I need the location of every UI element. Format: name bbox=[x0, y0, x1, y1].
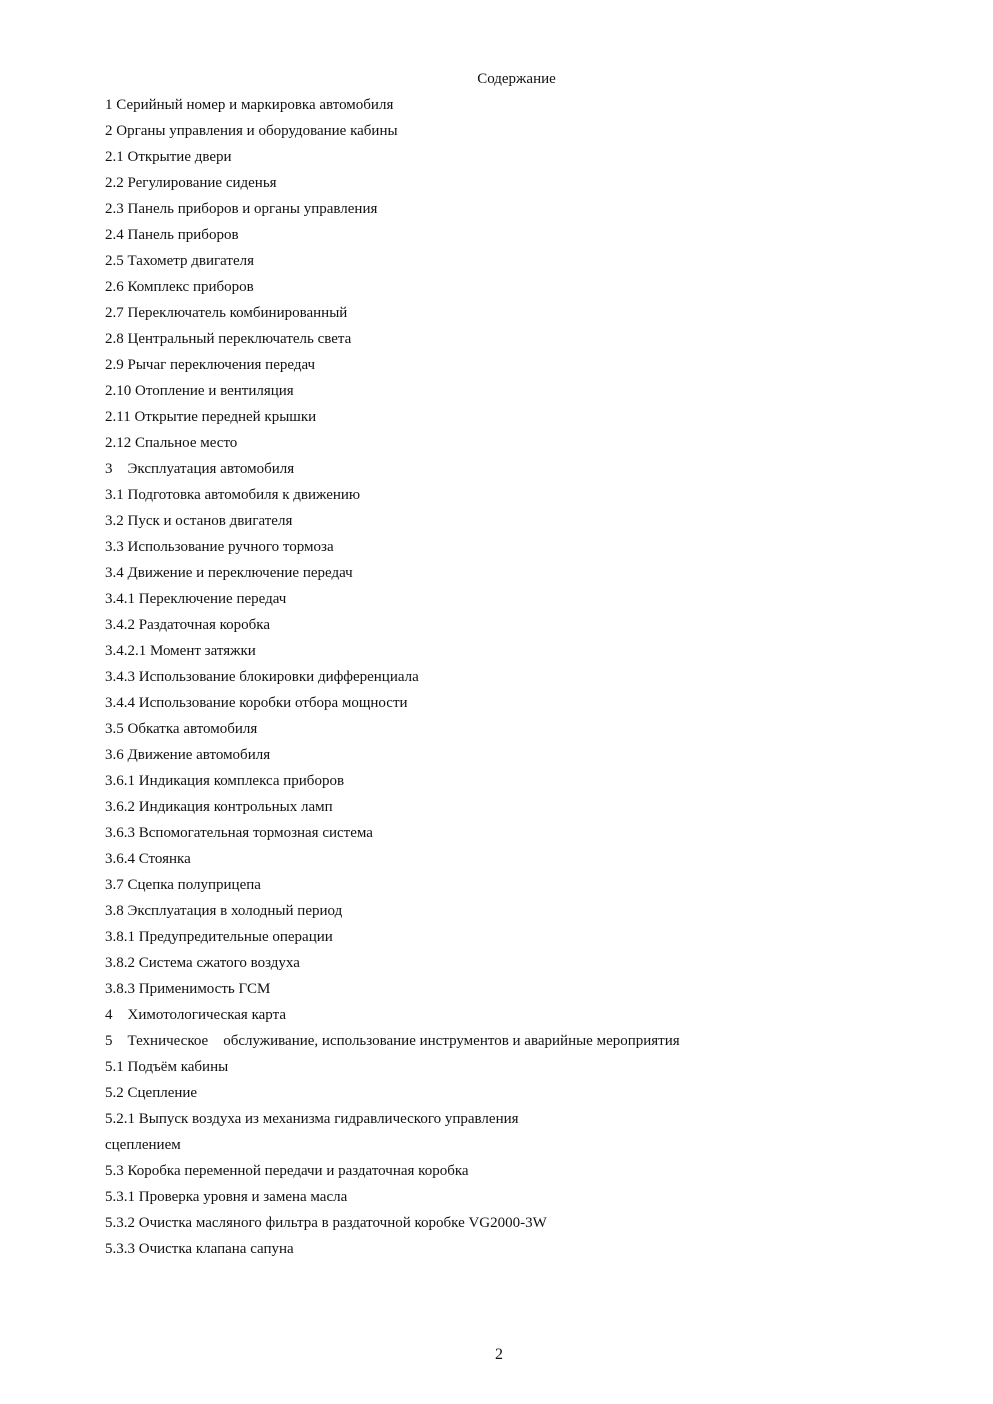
toc-entry: 5.1 Подъём кабины bbox=[105, 1059, 229, 1075]
toc-entry: 3.4.4 Использование коробки отбора мощности bbox=[105, 695, 408, 711]
toc-entry: 4 Химотологическая карта bbox=[105, 1007, 286, 1023]
toc-entry: 3.8 Эксплуатация в холодный период bbox=[105, 903, 343, 919]
toc-entry: 3.6.1 Индикация комплекса приборов bbox=[105, 773, 345, 789]
toc-entry: 3.6.4 Стоянка bbox=[105, 851, 191, 867]
toc-entry: 3.4.3 Использование блокировки дифференциала bbox=[105, 669, 419, 685]
toc-entry: 2.12 Спальное место bbox=[105, 435, 238, 451]
toc-entry: 1 Серийный номер и маркировка автомобиля bbox=[105, 97, 394, 113]
page-title: Содержание bbox=[477, 71, 556, 87]
toc-entry: 2.4 Панель приборов bbox=[105, 227, 239, 243]
toc-entry: 3 Эксплуатация автомобиля bbox=[105, 461, 295, 477]
toc-entry: 2.3 Панель приборов и органы управления bbox=[105, 201, 378, 217]
toc-entry: 3.4 Движение и переключение передач bbox=[105, 565, 353, 581]
toc-entry: 3.6.3 Вспомогательная тормозная система bbox=[105, 825, 373, 841]
toc-entry: 3.3 Использование ручного тормоза bbox=[105, 539, 334, 555]
table-of-contents bbox=[105, 95, 925, 1265]
toc-entry: 3.1 Подготовка автомобиля к движению bbox=[105, 487, 361, 503]
toc-entry: 3.8.1 Предупредительные операции bbox=[105, 929, 333, 945]
toc-entry: 5.3 Коробка переменной передачи и раздаточная коробка bbox=[105, 1163, 469, 1179]
toc-entry: 3.8.2 Система сжатого воздуха bbox=[105, 955, 300, 971]
toc-entry: 5.2 Сцепление bbox=[105, 1085, 198, 1101]
toc-entry: 3.6 Движение автомобиля bbox=[105, 747, 271, 763]
toc-entry: 5.2.1 Выпуск воздуха из механизма гидравлического управления bbox=[105, 1111, 519, 1127]
toc-entry: 3.4.1 Переключение передач bbox=[105, 591, 287, 607]
toc-entry: 5.3.3 Очистка клапана сапуна bbox=[105, 1241, 294, 1257]
toc-entry: 2.6 Комплекс приборов bbox=[105, 279, 254, 295]
page-number: 2 bbox=[495, 1346, 503, 1363]
toc-entry: 3.4.2.1 Момент затяжки bbox=[105, 643, 256, 659]
toc-entry: 5.3.2 Очистка масляного фильтра в раздаточной коробке VG2000-3W bbox=[105, 1215, 547, 1231]
toc-entry: 2.2 Регулирование сиденья bbox=[105, 175, 277, 191]
toc-entry: 2.8 Центральный переключатель света bbox=[105, 331, 352, 347]
toc-entry: 3.2 Пуск и останов двигателя bbox=[105, 513, 293, 529]
toc-entry: 2.1 Открытие двери bbox=[105, 149, 232, 165]
toc-entry: 2 Органы управления и оборудование кабины bbox=[105, 123, 398, 139]
toc-entry: 3.6.2 Индикация контрольных ламп bbox=[105, 799, 333, 815]
toc-entry: 2.7 Переключатель комбинированный bbox=[105, 305, 348, 321]
toc-entry: 3.8.3 Применимость ГСМ bbox=[105, 981, 271, 997]
toc-entry: 5 Техническое обслуживание, использование инструментов и аварийные мероприятия bbox=[105, 1033, 680, 1049]
toc-entry: 3.5 Обкатка автомобиля bbox=[105, 721, 258, 737]
toc-entry: 2.5 Тахометр двигателя bbox=[105, 253, 254, 269]
toc-entry: 3.7 Сцепка полуприцепа bbox=[105, 877, 261, 893]
toc-entry: 2.9 Рычаг переключения передач bbox=[105, 357, 316, 373]
toc-entry: 3.4.2 Раздаточная коробка bbox=[105, 617, 271, 633]
toc-entry: 2.11 Открытие передней крышки bbox=[105, 409, 317, 425]
toc-entry: 2.10 Отопление и вентиляция bbox=[105, 383, 294, 399]
toc-entry: 5.3.1 Проверка уровня и замена масла bbox=[105, 1189, 348, 1205]
toc-entry-continuation: сцеплением bbox=[105, 1137, 181, 1153]
